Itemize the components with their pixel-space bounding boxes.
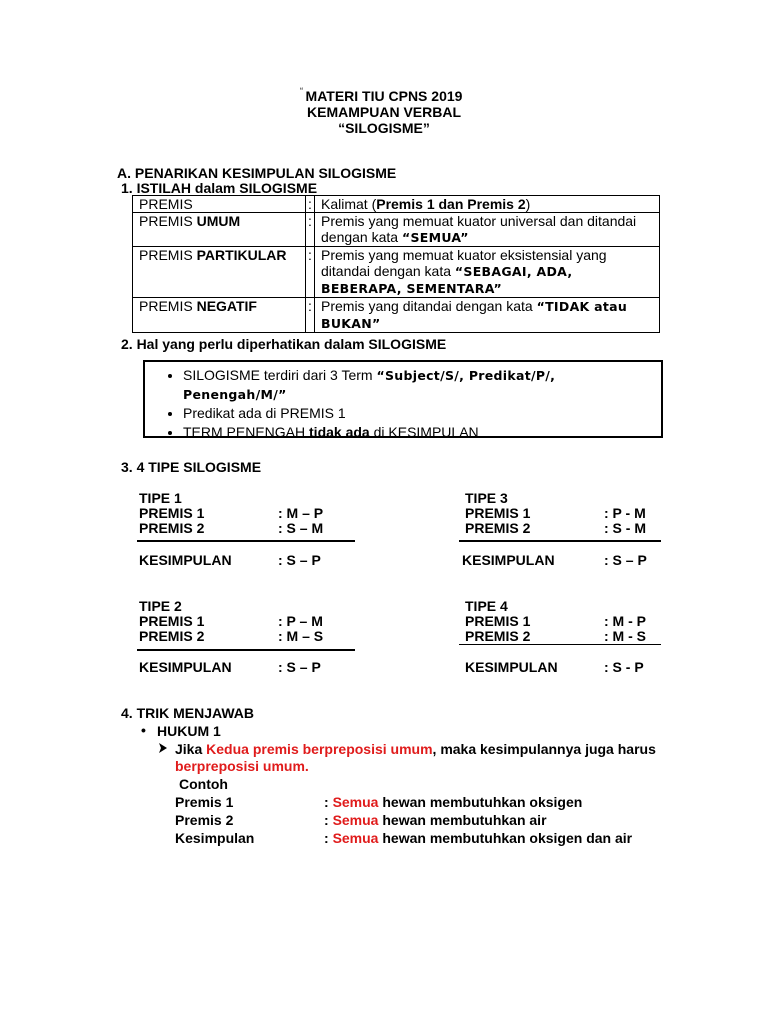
premis-label: PREMIS 1 <box>465 505 531 521</box>
tipe-name: TIPE 2 <box>139 598 182 614</box>
document-subtitle: KEMAMPUAN VERBAL <box>307 104 461 120</box>
table-row <box>133 247 660 298</box>
premis-label: PREMIS 2 <box>465 520 531 536</box>
document-topic: “SILOGISME” <box>338 120 430 136</box>
document-title: MATERI TIU CPNS 2019 <box>305 88 463 104</box>
kesimpulan-value: : S – P <box>604 552 647 568</box>
kesimpulan-label: KESIMPULAN <box>139 552 232 568</box>
premis-value: : P – M <box>278 613 323 629</box>
divider <box>459 644 661 645</box>
example-value: : Semua hewan membutuhkan oksigen dan air <box>324 830 633 846</box>
premis-value: : M - P <box>604 613 646 629</box>
colon-cell: : <box>306 247 315 298</box>
list-item: • SILOGISME terdiri dari 3 Term “Subject/S/, Predikat/P/, Penengah/M/” <box>183 366 661 404</box>
premis-label: PREMIS 2 <box>139 520 205 536</box>
table-row <box>133 213 660 247</box>
header-mark: “ <box>300 86 303 96</box>
subsection-3-title: 3. 4 TIPE SILOGISME <box>121 459 262 475</box>
definition-cell: Premis yang memuat kuator eksistensial yang ditandai dengan kata “SEBAGAI, ADA, BEBERAPA, SEMENTARA” <box>315 247 660 298</box>
rule-text: Jika Kedua premis berpreposisi umum, maka kesimpulannya juga harus berpreposisi umum. <box>175 741 656 774</box>
istilah-table <box>132 195 660 333</box>
term-cell: PREMIS <box>133 196 306 213</box>
example-label: Kesimpulan <box>175 830 255 846</box>
premis-value: : M - S <box>604 628 646 644</box>
table-row <box>133 196 660 213</box>
example-label: Premis 2 <box>175 812 234 828</box>
kesimpulan-value: : S – P <box>278 552 321 568</box>
premis-label: PREMIS 2 <box>139 628 205 644</box>
subsection-1-title: 1. ISTILAH dalam SILOGISME <box>121 180 318 196</box>
premis-value: : M – P <box>278 505 324 521</box>
premis-value: : S - M <box>604 520 646 536</box>
term-cell: PREMIS NEGATIF <box>133 298 306 333</box>
contoh-label: Contoh <box>179 776 228 792</box>
divider <box>137 540 355 542</box>
table-row <box>133 298 660 333</box>
premis-label: PREMIS 1 <box>139 613 205 629</box>
colon-cell: : <box>306 298 315 333</box>
list-item: • TERM PENENGAH tidak ada di KESIMPULAN <box>183 423 661 442</box>
premis-label: PREMIS 2 <box>465 628 531 644</box>
tipe-name: TIPE 4 <box>465 598 508 614</box>
tipe-name: TIPE 3 <box>465 490 508 506</box>
definition-cell: Kalimat (Premis 1 dan Premis 2) <box>315 196 660 213</box>
colon-cell: : <box>306 196 315 213</box>
kesimpulan-label: KESIMPULAN <box>462 552 555 568</box>
example-label: Premis 1 <box>175 794 234 810</box>
premis-value: : M – S <box>278 628 324 644</box>
definition-cell: Premis yang ditandai dengan kata “TIDAK atau BUKAN” <box>315 298 660 333</box>
divider <box>137 649 355 651</box>
list-item: • Predikat ada di PREMIS 1 <box>183 404 661 423</box>
bullet-icon: • <box>141 722 146 738</box>
premis-value: : S – M <box>278 520 324 536</box>
term-cell: PREMIS UMUM <box>133 213 306 247</box>
divider <box>459 540 661 542</box>
kesimpulan-value: : S – P <box>278 659 321 675</box>
premis-label: PREMIS 1 <box>465 613 531 629</box>
example-value: : Semua hewan membutuhkan air <box>324 812 547 828</box>
kesimpulan-value: : S - P <box>604 659 644 675</box>
hukum-1-title: HUKUM 1 <box>157 723 221 739</box>
premis-label: PREMIS 1 <box>139 505 205 521</box>
notes-box <box>143 360 663 438</box>
premis-value: : P - M <box>604 505 646 521</box>
tipe-name: TIPE 1 <box>139 490 182 506</box>
section-a-title: A. PENARIKAN KESIMPULAN SILOGISME <box>117 165 397 181</box>
colon-cell: : <box>306 213 315 247</box>
example-value: : Semua hewan membutuhkan oksigen <box>324 794 583 810</box>
kesimpulan-label: KESIMPULAN <box>465 659 558 675</box>
kesimpulan-label: KESIMPULAN <box>139 659 232 675</box>
subsection-4-title: 4. TRIK MENJAWAB <box>121 705 255 721</box>
subsection-2-title: 2. Hal yang perlu diperhatikan dalam SILOGISME <box>121 336 447 352</box>
definition-cell: Premis yang memuat kuator universal dan ditandai dengan kata “SEMUA” <box>315 213 660 247</box>
arrow-bullet-icon <box>157 741 169 757</box>
term-cell: PREMIS PARTIKULAR <box>133 247 306 298</box>
